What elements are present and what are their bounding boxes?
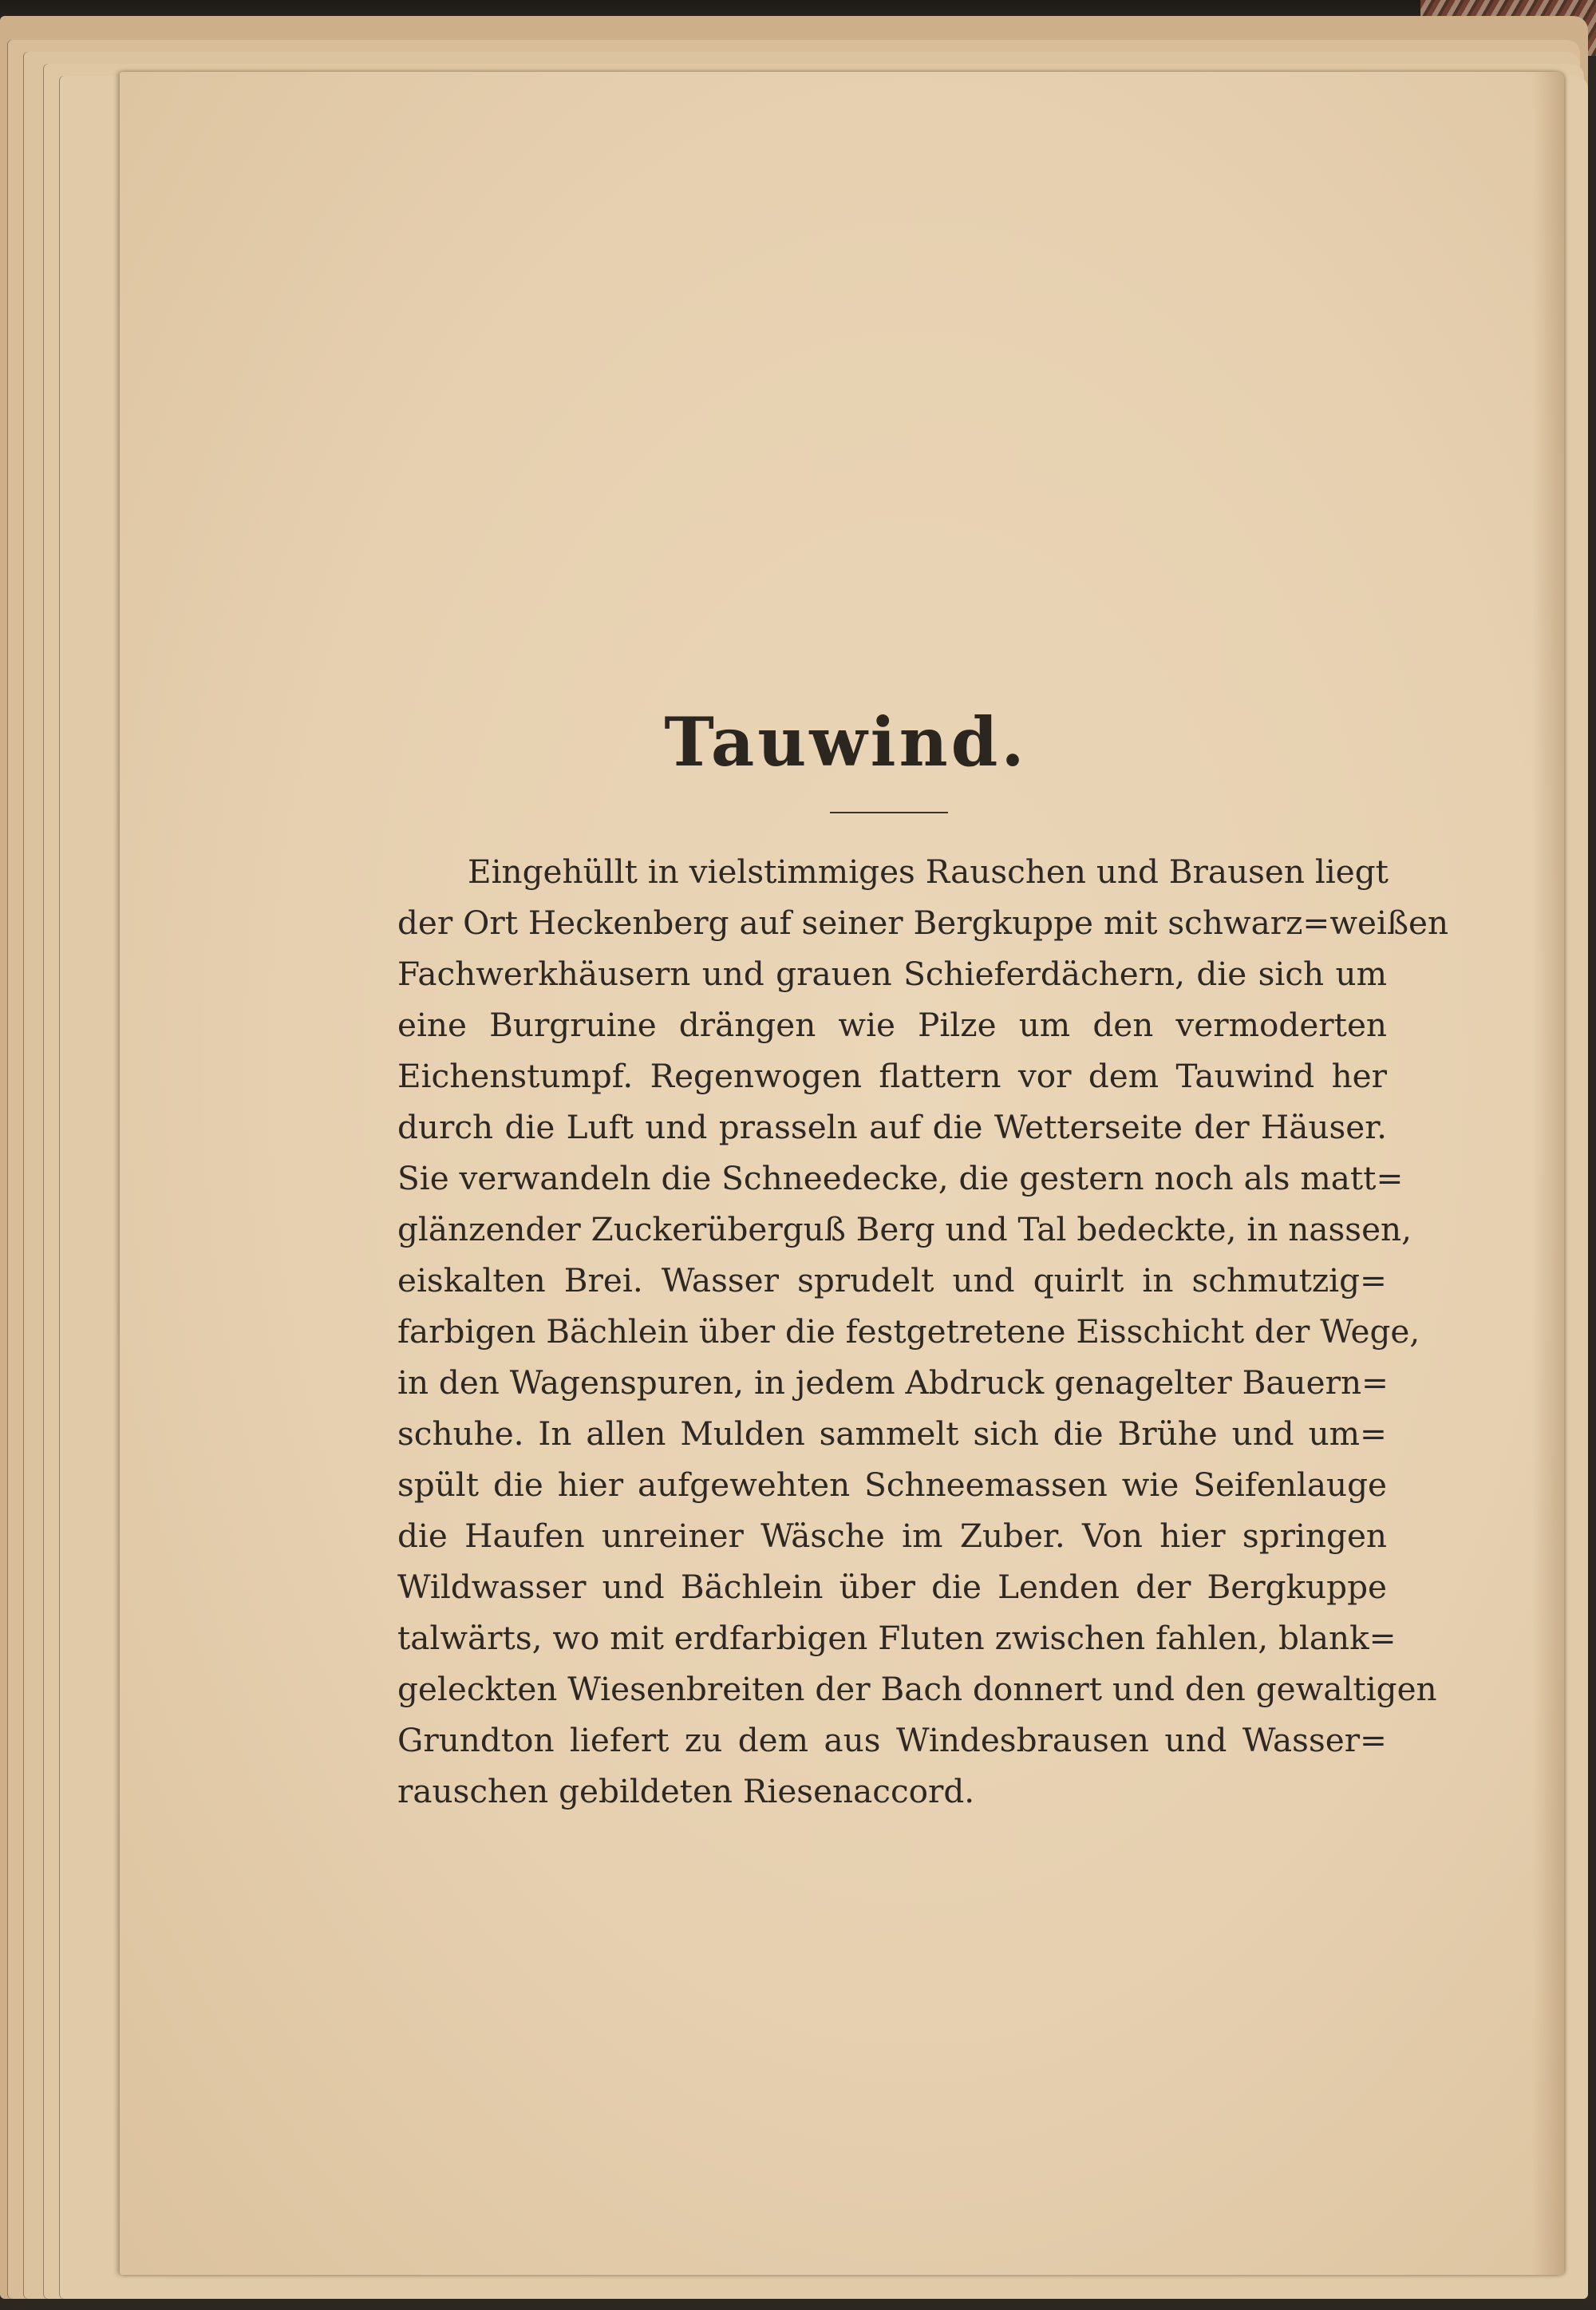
text-line: Fachwerkhäusern und grauen Schieferdächern, die sich um xyxy=(397,955,1387,993)
text-line: durch die Luft und prasseln auf die Wetterseite der Häuser. xyxy=(397,1108,1387,1146)
text-line: Sie verwandeln die Schneedecke, die gestern noch als matt= xyxy=(397,1159,1404,1197)
text-line: farbigen Bächlein über die festgetretene Eisschicht der Wege, xyxy=(397,1312,1420,1351)
title-rule xyxy=(830,812,948,813)
text-line: eiskalten Brei. Wasser sprudelt und quirlt in schmutzig= xyxy=(397,1261,1387,1299)
text-line: in den Wagenspuren, in jedem Abdruck genagelter Bauern= xyxy=(397,1363,1389,1402)
text-line: glänzender Zuckerüberguß Berg und Tal bedeckte, in nassen, xyxy=(397,1210,1412,1248)
page-edge-shade xyxy=(1532,72,1564,2275)
text-line: spült die hier aufgewehten Schneemassen wie Seifenlauge xyxy=(397,1466,1387,1504)
text-line: eine Burgruine drängen wie Pilze um den vermoderten xyxy=(397,1006,1387,1044)
text-line: Wildwasser und Bächlein über die Lenden der Bergkuppe xyxy=(397,1568,1387,1606)
text-line: talwärts, wo mit erdfarbigen Fluten zwischen fahlen, blank= xyxy=(397,1619,1396,1657)
text-line: rauschen gebildeten Riesenaccord. xyxy=(397,1772,975,1810)
text-line: Grundton liefert zu dem aus Windesbrausen und Wasser= xyxy=(397,1721,1387,1759)
chapter-title: Tauwind. xyxy=(664,702,1028,781)
text-line: schuhe. In allen Mulden sammelt sich die Brühe und um= xyxy=(397,1414,1387,1453)
body-paragraph xyxy=(397,846,1449,1817)
text-line: geleckten Wiesenbreiten der Bach donnert und den gewaltigen xyxy=(397,1670,1437,1708)
text-line: die Haufen unreiner Wäsche im Zuber. Von hier springen xyxy=(397,1517,1387,1555)
text-line: Eichenstumpf. Regenwogen flattern vor dem Tauwind her xyxy=(397,1057,1387,1095)
text-line: Eingehüllt in vielstimmiges Rauschen und Brausen liegt xyxy=(468,852,1389,891)
text-line: der Ort Heckenberg auf seiner Bergkuppe mit schwarz=weißen xyxy=(397,904,1449,942)
